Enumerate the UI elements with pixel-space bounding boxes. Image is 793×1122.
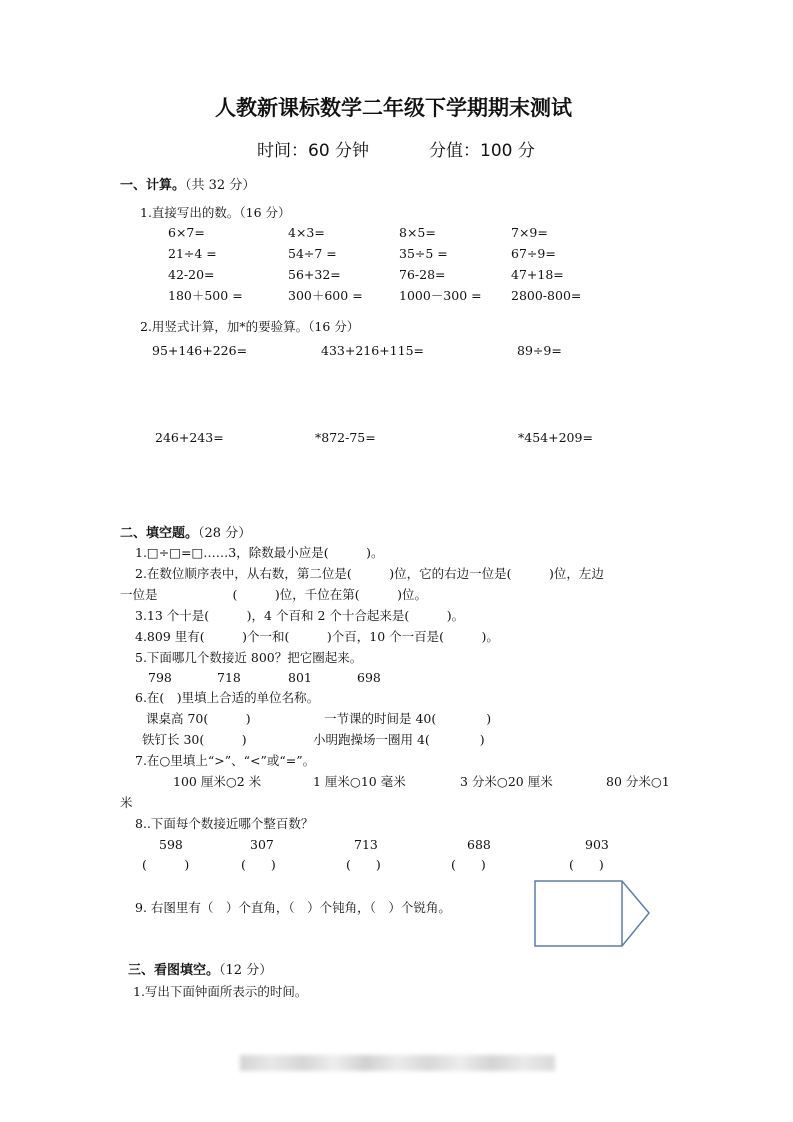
fill-line: 一位是 ( )位，千位在第( )位。 [120,587,428,602]
section-3-title: 三、看图填空。 [128,963,220,978]
calc-item: 4×3= [288,225,325,240]
fill-line: 2.在数位顺序表中，从右数，第二位是( )位，它的右边一位是( )位，左边 [135,566,604,581]
section-3-heading [128,964,272,977]
q5-number: 798 [148,670,172,685]
time-limit: 时间：60 分钟 [257,141,370,161]
q8-number: 713 [354,837,378,852]
vertical-calc-item: 433+216+115= [321,343,424,358]
calc-item: 21÷4 = [168,246,217,261]
vertical-calc-item: 89÷9= [517,343,562,358]
question-3-1-label: 1.写出下面钟面所表示的时间。 [133,984,308,999]
section-2-points: （28 分） [198,526,252,541]
calc-item: 2800-800= [511,288,582,303]
q6-item: 课桌高 70( ) [146,711,251,726]
q6-item: 一节课的时间是 40( ) [324,711,492,726]
fill-line: 8..下面每个数接近哪个整百数？ [135,816,314,831]
calc-item: 7×9= [511,225,548,240]
q7-item: 3 分米○20 厘米 [460,774,553,789]
section-2-heading [120,527,251,540]
q5-number: 698 [357,670,381,685]
vertical-calc-item: *454+209= [518,430,593,445]
section-1-heading [120,179,255,192]
calc-item: 42-20= [168,267,215,282]
q8-blank[interactable]: ( ) [346,857,381,872]
section-3-points: （12 分） [219,963,273,978]
fill-line: 7.在○里填上“>”、“<”或“=”。 [135,753,316,768]
total-score: 分值：100 分 [429,141,535,161]
q8-number: 688 [467,837,491,852]
q8-blank[interactable]: ( ) [241,857,276,872]
vertical-calc-item: 246+243= [155,430,224,445]
q6-item: 小明跑操场一圈用 4( ) [313,732,485,747]
q7-item: 1 厘米○10 毫米 [313,774,406,789]
q7-item: 80 分米○1 [606,774,670,789]
q9-text: 9. 右图里有（ ）个直角，（ ）个钝角，（ ）个锐角。 [135,900,451,915]
q8-number: 598 [159,837,183,852]
calc-item: 300＋600 = [288,288,363,303]
calc-item: 54÷7 = [288,246,337,261]
question-1-2-label: 2.用竖式计算，加*的要验算。（16 分） [140,319,360,334]
calc-item: 47+18= [511,267,564,282]
q5-number: 718 [217,670,241,685]
question-1-1-label: 1.直接写出的数。（16 分） [140,205,291,220]
fill-line: 3.13 个十是( )，4 个百和 2 个十合起来是( )。 [135,608,465,623]
fill-line: 5.下面哪几个数接近 800？把它圈起来。 [135,650,363,665]
q8-blank[interactable]: ( ) [142,857,190,872]
fill-line: 米 [120,795,133,810]
q8-blank[interactable]: ( ) [569,857,604,872]
q8-number: 307 [250,837,274,852]
section-1-title: 一、计算。 [120,178,186,193]
calc-item: 56+32= [288,267,341,282]
q8-number: 903 [585,837,609,852]
q8-blank[interactable]: ( ) [451,857,486,872]
q7-item: 100 厘米○2 米 [173,774,262,789]
q5-number: 801 [288,670,312,685]
pentagon-outline [535,881,649,946]
blurred-watermark [240,1055,555,1071]
fill-line: 6.在( )里填上合适的单位名称。 [135,690,320,705]
vertical-calc-item: 95+146+226= [152,343,248,358]
page-title: 人教新课标数学二年级下学期期末测试 [215,95,572,120]
pentagon-figure [533,879,655,951]
fill-line: 1.□÷□=□……3，除数最小应是( )。 [135,545,384,560]
q6-item: 铁钉长 30( ) [142,732,247,747]
calc-item: 180＋500 = [168,288,243,303]
calc-item: 8×5= [399,225,436,240]
calc-item: 6×7= [168,225,205,240]
calc-item: 1000－300 = [399,288,482,303]
calc-item: 76-28= [399,267,446,282]
section-2-title: 二、填空题。 [120,526,199,541]
section-1-points: （共 32 分） [185,178,256,193]
calc-item: 67÷9= [511,246,556,261]
fill-line: 4.809 里有( )个一和( )个百，10 个一百是( )。 [135,629,499,644]
vertical-calc-item: *872-75= [315,430,376,445]
calc-item: 35÷5 = [399,246,448,261]
